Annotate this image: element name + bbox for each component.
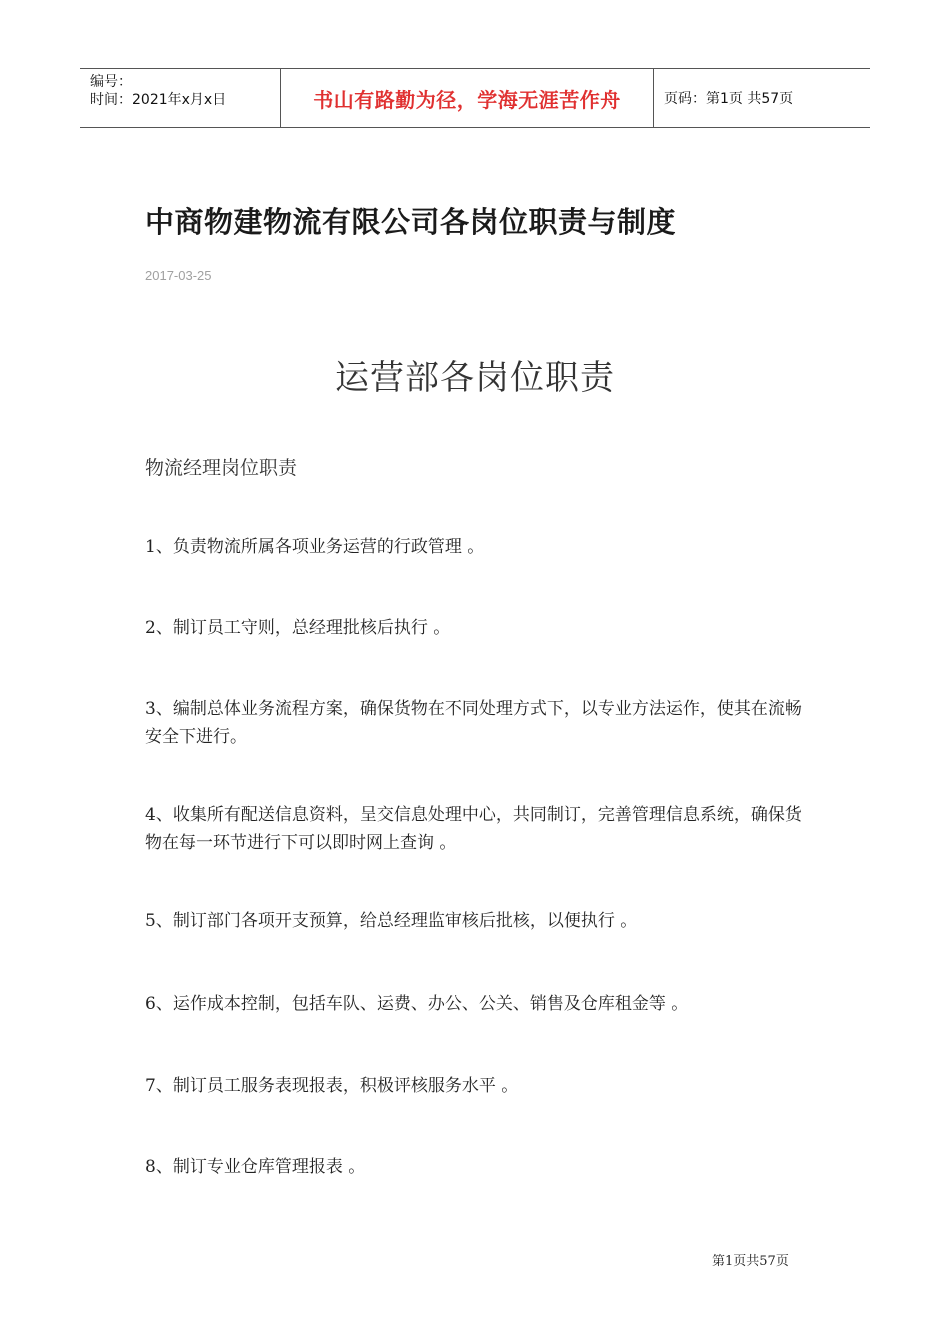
sub-heading: 物流经理岗位职责 bbox=[145, 457, 298, 479]
header-motto-cell bbox=[281, 69, 654, 127]
duty-item-7: 7、制订员工服务表现报表，积极评核服务水平 。 bbox=[145, 1076, 519, 1096]
number-label: 编号： bbox=[90, 74, 132, 90]
motto-text: 书山有路勤为径，学海无涯苦作舟 bbox=[313, 87, 621, 112]
document-date: 2017-03-25 bbox=[145, 268, 212, 283]
duty-item-1: 1、负责物流所属各项业务运营的行政管理 。 bbox=[145, 537, 485, 557]
page-footer: 第1页共57页 bbox=[712, 1254, 789, 1269]
header-page-cell bbox=[654, 69, 870, 127]
header-table bbox=[80, 68, 870, 128]
header-meta-cell bbox=[80, 69, 281, 127]
section-title: 运营部各岗位职责 bbox=[335, 358, 615, 398]
time-label: 时间：2021年x月x日 bbox=[90, 92, 227, 108]
duty-item-2: 2、制订员工守则，总经理批核后执行 。 bbox=[145, 618, 451, 638]
duty-item-4: 4、收集所有配送信息资料，呈交信息处理中心，共同制订，完善管理信息系统，确保货物在每一环节进行下可以即时网上查询 。 bbox=[145, 805, 802, 853]
duty-item-8: 8、制订专业仓库管理报表 。 bbox=[145, 1157, 366, 1177]
duty-item-6: 6、运作成本控制，包括车队、运费、办公、公关、销售及仓库租金等 。 bbox=[145, 994, 689, 1014]
duty-item-5: 5、制订部门各项开支预算，给总经理监审核后批核，以便执行 。 bbox=[145, 911, 638, 931]
document-title: 中商物建物流有限公司各岗位职责与制度 bbox=[145, 205, 677, 239]
duty-item-3: 3、编制总体业务流程方案，确保货物在不同处理方式下，以专业方法运作，使其在流畅安全下进行。 bbox=[145, 699, 802, 747]
page-info: 页码：第1页 共57页 bbox=[664, 91, 794, 107]
